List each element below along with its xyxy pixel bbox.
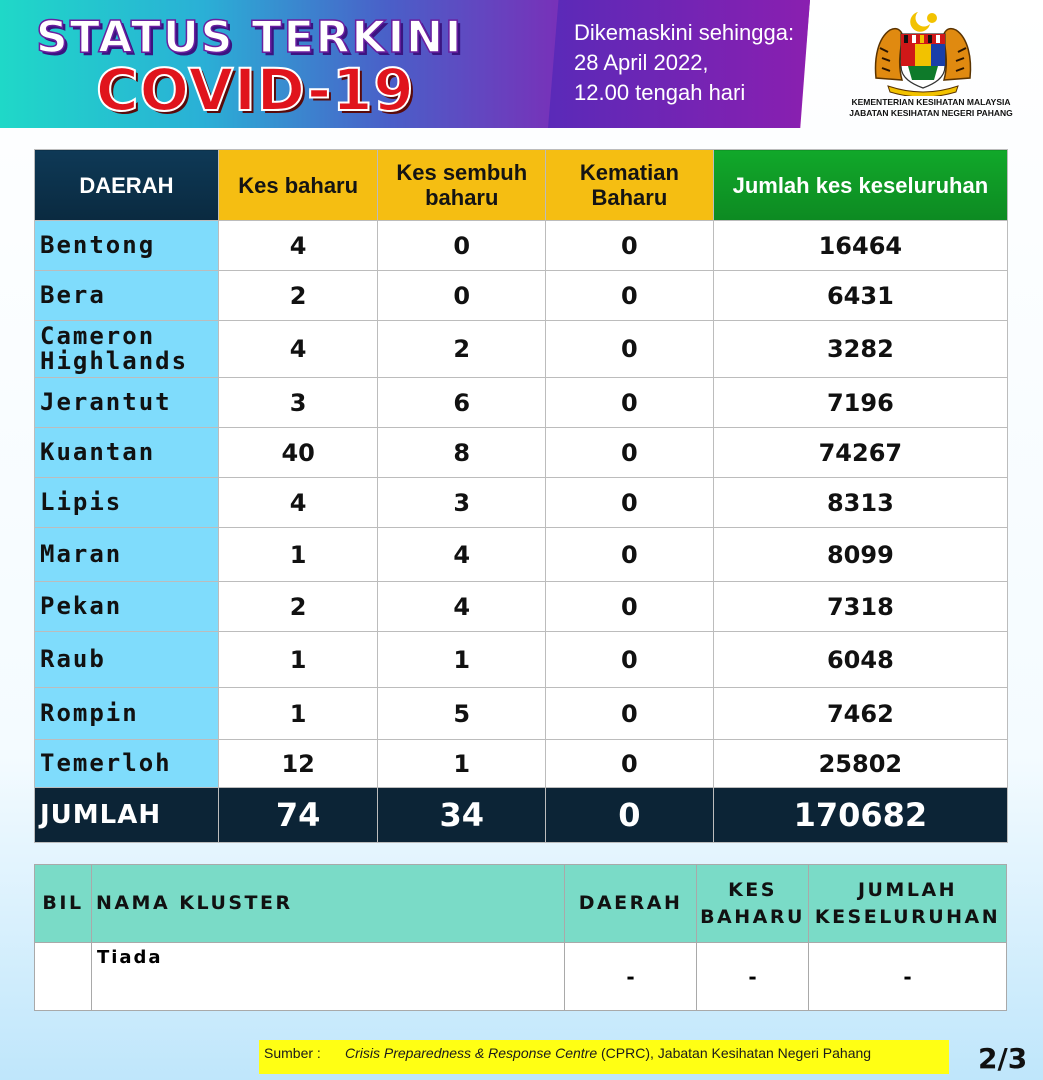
update-info bbox=[574, 18, 794, 108]
table-row bbox=[35, 378, 1008, 428]
header-daerah: DAERAH bbox=[35, 150, 219, 221]
total-cases: 7462 bbox=[713, 688, 1007, 740]
deaths: 0 bbox=[546, 428, 714, 478]
recovered-cases: 8 bbox=[378, 428, 546, 478]
total-cases: 3282 bbox=[713, 321, 1007, 378]
deaths: 0 bbox=[546, 321, 714, 378]
district-name-line2: Highlands bbox=[40, 347, 189, 375]
header-kes-sembuh bbox=[378, 150, 546, 221]
district-name-line1: Bentong bbox=[40, 231, 156, 259]
header-jumlah: Jumlah kes keseluruhan bbox=[713, 150, 1007, 221]
cluster-jumlah: - bbox=[809, 943, 1007, 1011]
recovered-cases: 0 bbox=[378, 221, 546, 271]
source-note bbox=[259, 1040, 949, 1074]
recovered-cases: 0 bbox=[378, 271, 546, 321]
cluster-bil bbox=[35, 943, 92, 1011]
table-row bbox=[35, 271, 1008, 321]
deaths: 0 bbox=[546, 688, 714, 740]
recovered-cases: 6 bbox=[378, 378, 546, 428]
new-cases: 12 bbox=[218, 740, 378, 788]
ministry-name bbox=[840, 97, 1022, 119]
header-kes-baharu-cluster bbox=[697, 865, 809, 943]
district-name-line1: Raub bbox=[40, 645, 106, 673]
table-row bbox=[35, 632, 1008, 688]
deaths: 0 bbox=[546, 740, 714, 788]
new-cases: 1 bbox=[218, 632, 378, 688]
district-name bbox=[35, 221, 219, 271]
recovered-cases: 1 bbox=[378, 740, 546, 788]
header-kematian bbox=[546, 150, 714, 221]
grand-total: 170682 bbox=[713, 788, 1007, 843]
district-name bbox=[35, 321, 219, 378]
header-jumlah-line1: JUMLAH bbox=[857, 878, 958, 901]
ministry-line2: JABATAN KESIHATAN NEGERI PAHANG bbox=[849, 108, 1013, 118]
total-cases: 8313 bbox=[713, 478, 1007, 528]
total-cases: 6431 bbox=[713, 271, 1007, 321]
new-cases: 1 bbox=[218, 688, 378, 740]
table-row bbox=[35, 428, 1008, 478]
header-kes-sembuh-line1: Kes sembuh bbox=[396, 160, 528, 185]
recovered-cases: 4 bbox=[378, 528, 546, 582]
page-number: 2/3 bbox=[978, 1042, 1028, 1075]
recovered-cases: 3 bbox=[378, 478, 546, 528]
district-name-line1: Kuantan bbox=[40, 438, 156, 466]
updated-time: 12.00 tengah hari bbox=[574, 80, 746, 105]
updated-label: Dikemaskini sehingga: bbox=[574, 20, 795, 45]
district-name-line1: Rompin bbox=[40, 699, 139, 727]
recovered-cases: 5 bbox=[378, 688, 546, 740]
total-cases: 25802 bbox=[713, 740, 1007, 788]
total-cases: 6048 bbox=[713, 632, 1007, 688]
total-deaths: 0 bbox=[546, 788, 714, 843]
district-cases-table bbox=[34, 149, 1008, 843]
header-kematian-line1: Kematian bbox=[579, 160, 679, 185]
recovered-cases: 2 bbox=[378, 321, 546, 378]
new-cases: 4 bbox=[218, 478, 378, 528]
header-kes-sembuh-line2: baharu bbox=[425, 185, 499, 210]
total-cases: 8099 bbox=[713, 528, 1007, 582]
table-row bbox=[35, 582, 1008, 632]
cluster-name: Tiada bbox=[91, 943, 564, 1011]
district-name bbox=[35, 271, 219, 321]
total-label: JUMLAH bbox=[35, 788, 219, 843]
total-cases: 7318 bbox=[713, 582, 1007, 632]
district-name bbox=[35, 740, 219, 788]
total-cases: 16464 bbox=[713, 221, 1007, 271]
district-name bbox=[35, 428, 219, 478]
total-cases: 7196 bbox=[713, 378, 1007, 428]
source-label: Sumber : bbox=[264, 1045, 321, 1061]
new-cases: 4 bbox=[218, 321, 378, 378]
district-name-line1: Lipis bbox=[40, 488, 123, 516]
title-status: STATUS TERKINI bbox=[36, 12, 464, 63]
table-row bbox=[35, 688, 1008, 740]
source-rest: (CPRC), Jabatan Kesihatan Negeri Pahang bbox=[597, 1045, 872, 1061]
table-row bbox=[35, 321, 1008, 378]
header-kes-line1: KES bbox=[728, 878, 777, 901]
recovered-cases: 4 bbox=[378, 582, 546, 632]
new-cases: 2 bbox=[218, 582, 378, 632]
header-cluster-daerah: DAERAH bbox=[565, 865, 697, 943]
source-text bbox=[345, 1040, 871, 1066]
new-cases: 3 bbox=[218, 378, 378, 428]
district-name-line1: Temerloh bbox=[40, 749, 172, 777]
deaths: 0 bbox=[546, 271, 714, 321]
table-row bbox=[35, 740, 1008, 788]
district-name-line1: Cameron bbox=[40, 322, 156, 350]
deaths: 0 bbox=[546, 478, 714, 528]
updated-date: 28 April 2022, bbox=[574, 50, 709, 75]
source-italic: Crisis Preparedness & Response Centre bbox=[345, 1045, 598, 1061]
header bbox=[0, 0, 1043, 130]
recovered-cases: 1 bbox=[378, 632, 546, 688]
header-jumlah-keseluruhan bbox=[809, 865, 1007, 943]
deaths: 0 bbox=[546, 582, 714, 632]
cluster-table bbox=[34, 864, 1007, 1011]
header-nama-kluster: NAMA KLUSTER bbox=[91, 865, 564, 943]
district-name bbox=[35, 478, 219, 528]
table-row bbox=[35, 528, 1008, 582]
total-new-cases: 74 bbox=[218, 788, 378, 843]
district-name bbox=[35, 688, 219, 740]
deaths: 0 bbox=[546, 632, 714, 688]
table-row bbox=[35, 478, 1008, 528]
district-name bbox=[35, 528, 219, 582]
ministry-line1: KEMENTERIAN KESIHATAN MALAYSIA bbox=[851, 97, 1011, 107]
new-cases: 1 bbox=[218, 528, 378, 582]
new-cases: 40 bbox=[218, 428, 378, 478]
cluster-header-row bbox=[35, 865, 1007, 943]
total-row bbox=[35, 788, 1008, 843]
header-jumlah-line2: KESELURUHAN bbox=[814, 905, 1001, 928]
deaths: 0 bbox=[546, 221, 714, 271]
district-name bbox=[35, 378, 219, 428]
district-name bbox=[35, 582, 219, 632]
header-kes-baharu: Kes baharu bbox=[218, 150, 378, 221]
district-name-line1: Bera bbox=[40, 281, 106, 309]
district-name-line1: Pekan bbox=[40, 592, 123, 620]
title-covid: COVID-19 bbox=[96, 56, 415, 124]
header-kes-line2: BAHARU bbox=[700, 905, 805, 928]
deaths: 0 bbox=[546, 378, 714, 428]
header-kematian-line2: Baharu bbox=[591, 185, 668, 210]
total-recovered: 34 bbox=[378, 788, 546, 843]
cluster-daerah: - bbox=[565, 943, 697, 1011]
table-row bbox=[35, 221, 1008, 271]
malaysia-coat-of-arms-icon bbox=[868, 8, 978, 96]
new-cases: 2 bbox=[218, 271, 378, 321]
cluster-row bbox=[35, 943, 1007, 1011]
district-name-line1: Maran bbox=[40, 540, 123, 568]
header-bil: BIL bbox=[35, 865, 92, 943]
table-header-row bbox=[35, 150, 1008, 221]
total-cases: 74267 bbox=[713, 428, 1007, 478]
new-cases: 4 bbox=[218, 221, 378, 271]
district-name bbox=[35, 632, 219, 688]
deaths: 0 bbox=[546, 528, 714, 582]
district-name-line1: Jerantut bbox=[40, 388, 172, 416]
cluster-kes-baharu: - bbox=[697, 943, 809, 1011]
